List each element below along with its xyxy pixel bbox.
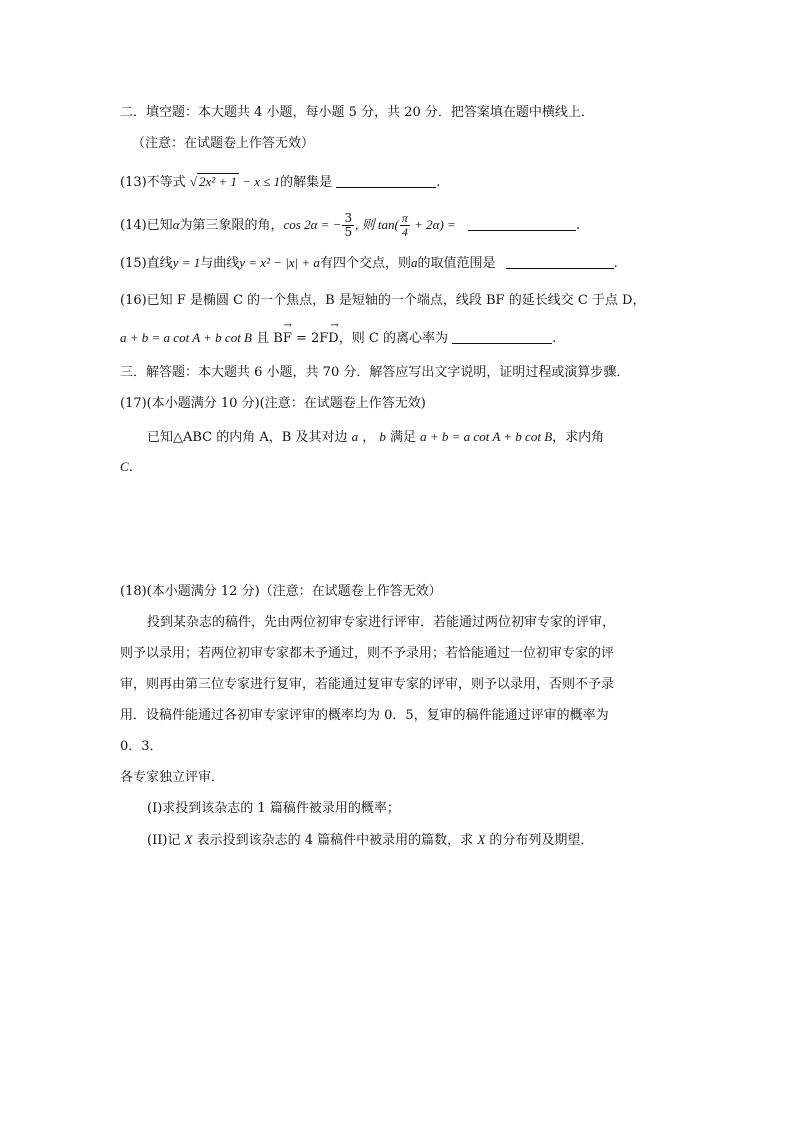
q14-pi-num: π xyxy=(401,211,408,225)
q18-para3: 审，则再由第三位专家进行复审，若能通过复审专家的评审，则予以录用，否则不予录 xyxy=(120,677,615,692)
question-17-body2: C． xyxy=(120,459,142,474)
question-17-body1 xyxy=(147,428,604,447)
q17-eq: a + b = a cot A + b cot B xyxy=(420,429,553,444)
section2-note: （注意：在试题卷上作答无效） xyxy=(132,136,315,151)
q14-text1: 为第三象限的角， xyxy=(179,218,284,233)
q16-vec2-label: FD xyxy=(319,331,339,346)
q15-text3: 的取值范围是 xyxy=(417,256,496,271)
q18-para1: 投到某杂志的稿件，先由两位初审专家进行评审．若能通过两位初审专家的评审， xyxy=(147,615,616,630)
q18-para4: 用．设稿件能通过各初审专家评审的概率均为 0．5，复审的稿件能通过评审的概率为 xyxy=(120,708,609,723)
q15-var-a: a xyxy=(410,255,418,270)
q15-end: . xyxy=(613,256,618,271)
q14-tan-pre: , 则 tan( xyxy=(355,217,399,232)
q18-var-x: X xyxy=(184,832,193,847)
q13-label: (13)不等式 xyxy=(120,175,186,190)
question-14 xyxy=(120,210,580,241)
q13-tail: 的解集是 xyxy=(280,175,333,190)
q15-eq2: y = x² − |x| + a xyxy=(239,255,320,270)
vector-arrow-icon: → xyxy=(283,320,292,331)
q15-text2: 有四个交点，则 xyxy=(319,256,411,271)
q17-var-b: b xyxy=(379,429,386,444)
q15-eq1: y = 1 xyxy=(172,255,201,270)
q17-mid: 满足 xyxy=(385,430,421,445)
q16-vector-fd xyxy=(319,320,339,348)
q18-para6: 各专家独立评审． xyxy=(120,770,225,785)
q14-label: (14)已知 xyxy=(120,218,173,233)
q16-tail: ，则 C 的离心率为 xyxy=(338,331,448,346)
section2-heading: 二．填空题：本大题共 4 小题，每小题 5 分，共 20 分．把答案填在题中横线上． xyxy=(120,105,594,120)
q14-fraction xyxy=(342,212,354,239)
q18-ii-post: 的分布列及期望． xyxy=(485,833,594,848)
question-16-line2 xyxy=(120,320,557,348)
question-13 xyxy=(120,173,440,192)
q18-var-x-2: X xyxy=(477,832,486,847)
question-18-label: (18)(本小题满分 12 分)（注意：在试题卷上作答无效） xyxy=(120,584,442,599)
q17-post: ，求内角 xyxy=(552,430,605,445)
q16-mid: = 2 xyxy=(291,331,320,346)
q16-answer-blank xyxy=(452,329,552,344)
q16-vector-bf xyxy=(273,320,292,348)
q14-end: . xyxy=(575,218,581,233)
question-17-label: (17)(本小题满分 10 分)(注意：在试题卷上作答无效) xyxy=(120,396,426,411)
q13-end: . xyxy=(436,175,441,190)
q14-tan-post: + 2α) = xyxy=(410,217,456,232)
q14-cos-expr: cos 2α = − xyxy=(283,217,342,232)
q16-vec1-label: BF xyxy=(273,331,292,346)
q13-after: − x ≤ 1 xyxy=(238,174,281,189)
section3-heading: 三．解答题：本大题共 6 小题，共 70 分．解答应写出文字说明，证明过程或演算步骤． xyxy=(120,365,630,380)
q14-answer-blank xyxy=(468,216,576,231)
q13-answer-blank xyxy=(336,173,436,188)
q18-para2: 则予以录用；若两位初审专家都未予通过，则不予录用；若恰能通过一位初审专家的评 xyxy=(120,646,615,661)
q15-label: (15)直线 xyxy=(120,256,173,271)
q17-pre: 已知△ABC 的内角 A，B 及其对边 xyxy=(147,430,352,445)
q14-pi-fraction xyxy=(400,212,410,239)
q13-sqrt-content: 2x² + 1 xyxy=(198,174,237,189)
q18-ii-mid: 表示投到该杂志的 4 篇稿件中被录用的篇数，求 xyxy=(192,833,478,848)
vector-arrow-icon: → xyxy=(330,320,339,331)
q16-eq: a + b = a cot A + b cot B xyxy=(120,330,252,345)
q13-sqrt: √ 2x² + 1 xyxy=(189,174,237,189)
question-16-line1: (16)已知 F 是椭圆 C 的一个焦点，B 是短轴的一个端点，线段 BF 的延长线交 C 于点 D， xyxy=(120,293,646,308)
q18-para5: 0．3． xyxy=(120,739,163,754)
q14-alpha: α xyxy=(172,217,180,232)
q15-answer-blank xyxy=(506,254,614,269)
q14-frac-num: 3 xyxy=(344,211,353,225)
q17-sep: ， xyxy=(358,430,380,445)
q14-pi-den: 4 xyxy=(401,225,408,239)
q18-part-ii xyxy=(147,831,593,850)
q14-frac-den: 5 xyxy=(344,225,353,239)
q16-end: . xyxy=(552,331,557,346)
question-15 xyxy=(120,254,618,273)
q16-and: 且 xyxy=(252,331,274,346)
q17-var-a: a xyxy=(351,429,359,444)
q18-ii-pre: (II)记 xyxy=(147,833,185,848)
q15-text1: 与曲线 xyxy=(200,256,240,271)
q18-part-i: (I)求投到该杂志的 1 篇稿件被录用的概率； xyxy=(147,801,400,816)
